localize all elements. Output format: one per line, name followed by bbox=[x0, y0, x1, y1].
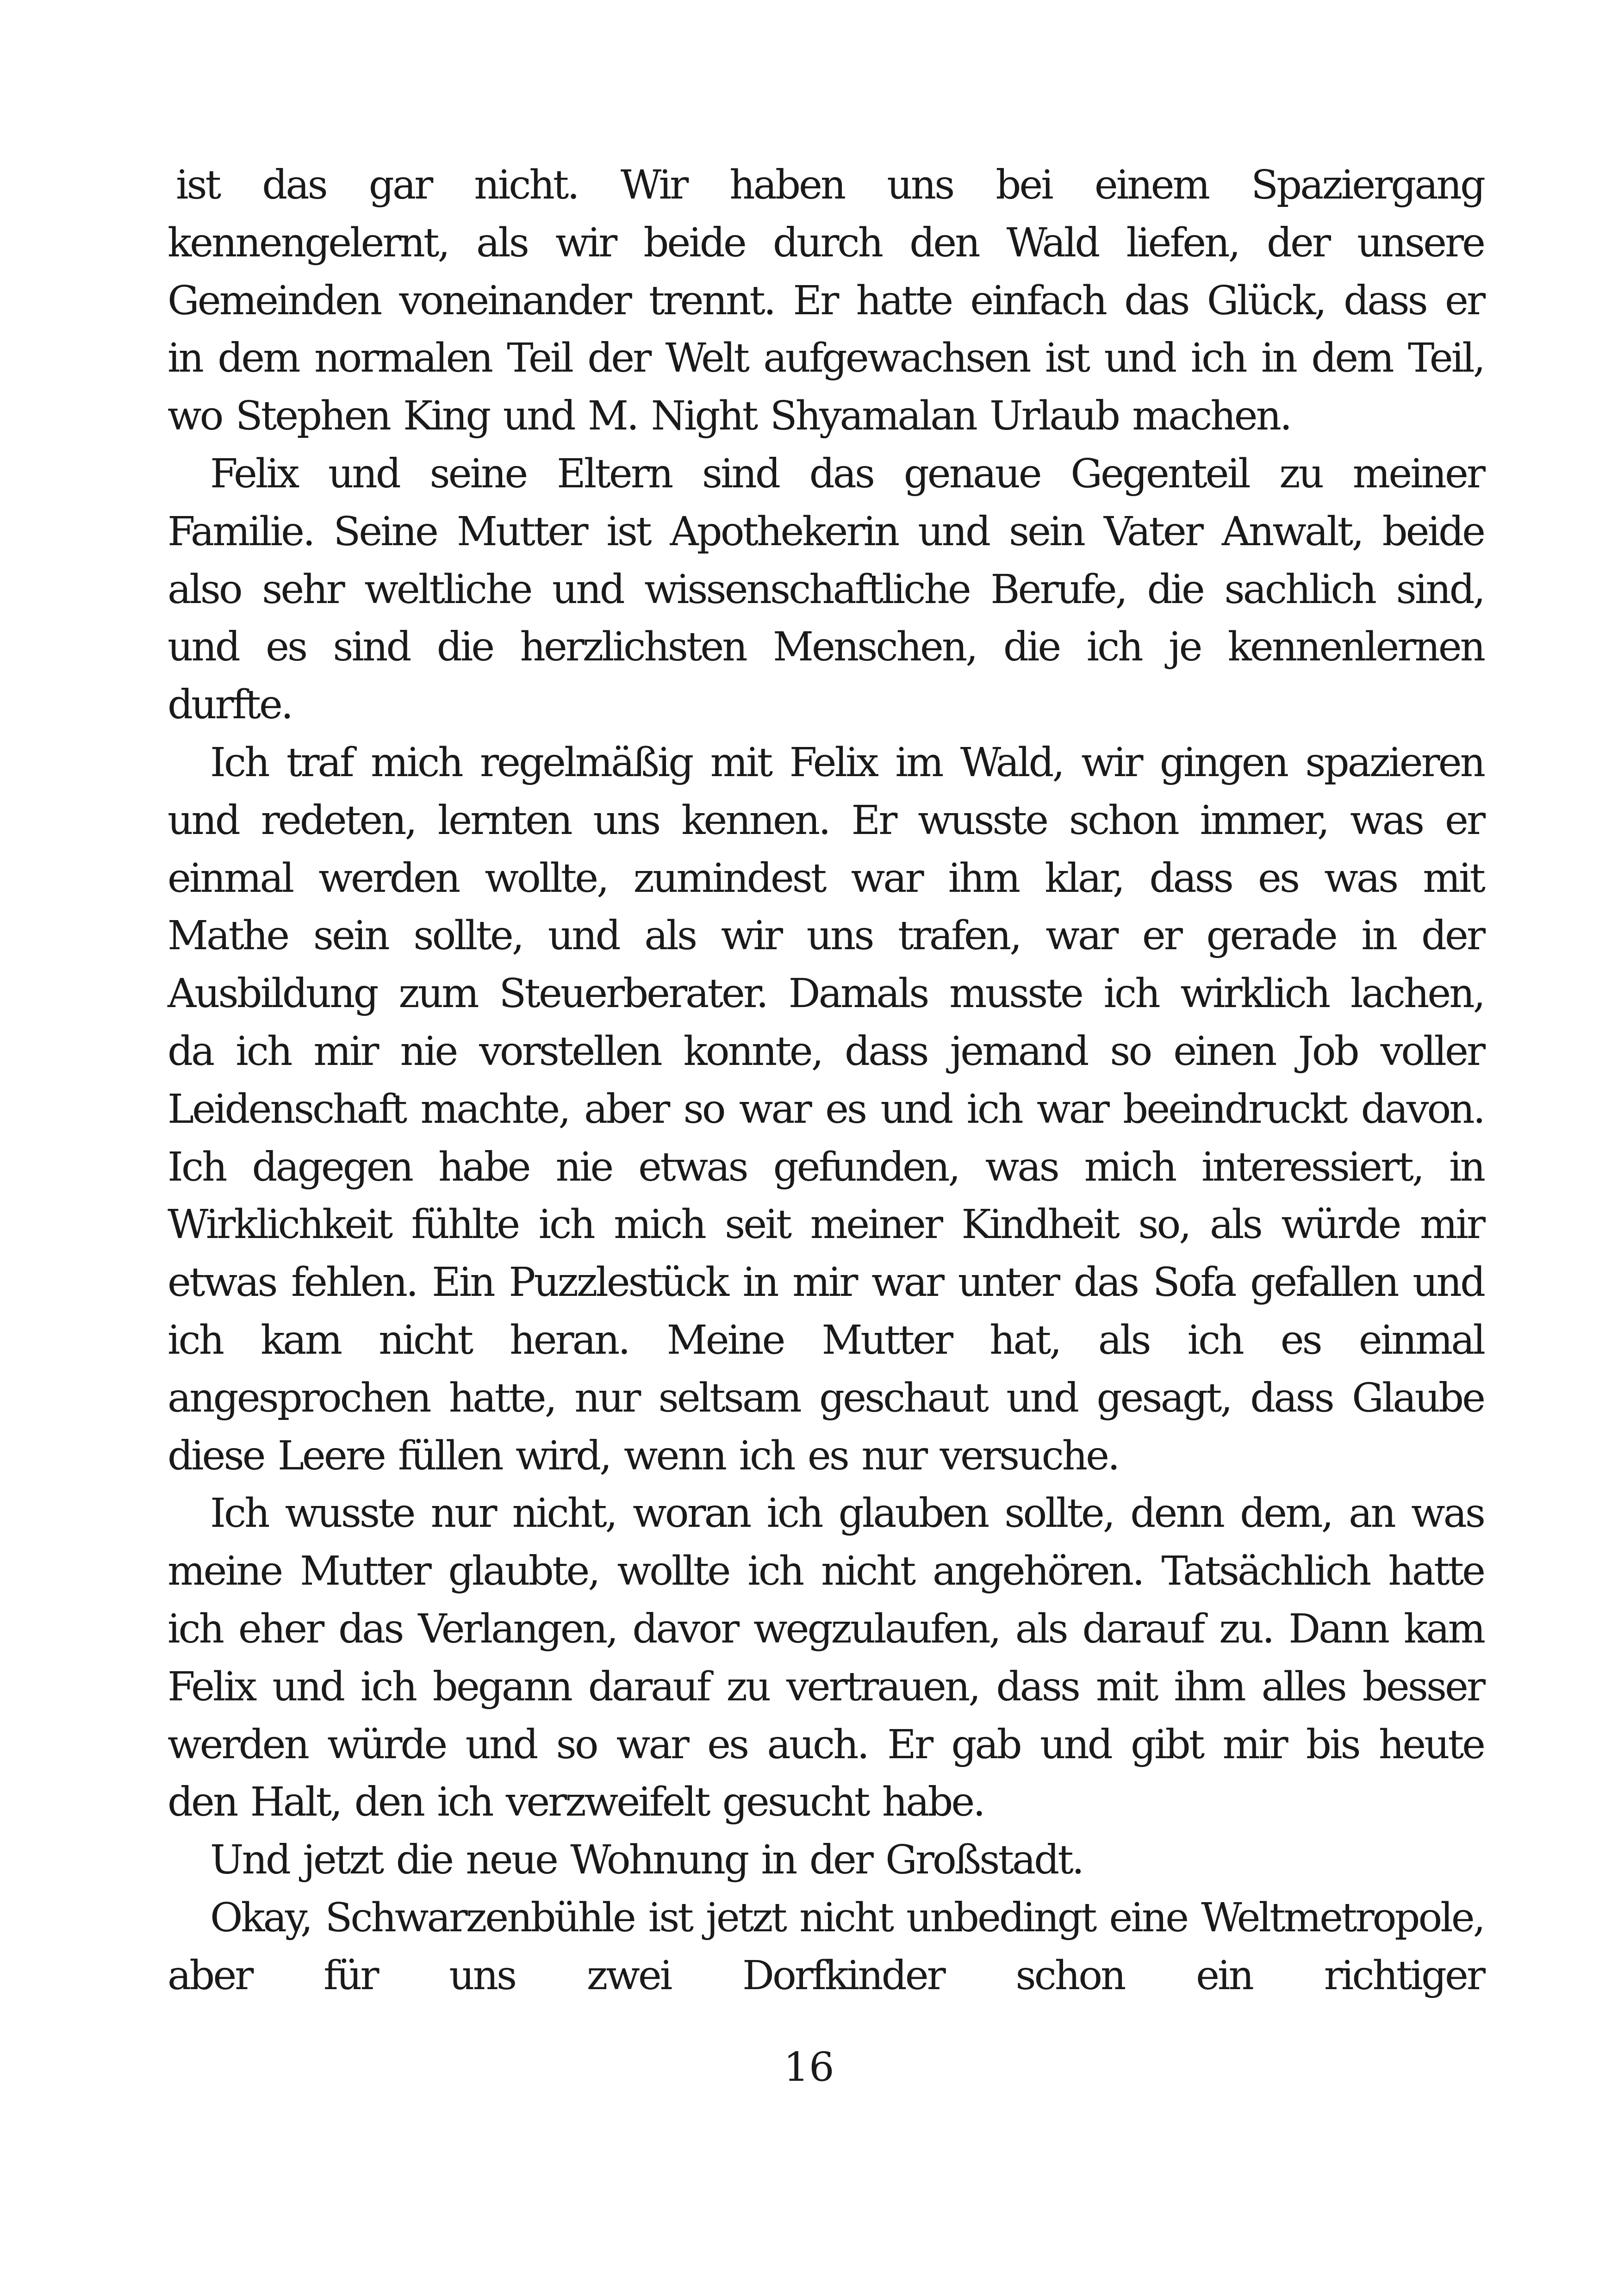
paragraph-2: Felix und seine Eltern sind das genaue Gegenteil zu meiner Familie. Seine Mutter ist Apothekerin und sein Vater Anwalt, beide also sehr weltliche und wissenschaftliche Berufe, die sachlich sind, und es sind die herzlichsten Menschen, die ich je kennenlernen durfte. bbox=[168, 450, 1484, 728]
body-text bbox=[168, 156, 1484, 2005]
paragraph-3: Ich traf mich regelmäßig mit Felix im Wald, wir gingen spazieren und redeten, lernten uns kennen. Er wusste schon immer, was er einmal werden wollte, zumindest war ihm klar, dass es was mit Mathe sein sollte, und als wir uns trafen, war er gerade in der Ausbildung zum Steuerberater. Damals musste ich wirklich lachen, da ich mir nie vorstellen konnte, dass jemand so einen Job voller Leidenschaft machte, aber so war es und ich war beeindruckt davon. Ich dagegen habe nie etwas gefunden, was mich interessiert, in Wirklichkeit fühlte ich mich seit meiner Kindheit so, als würde mir etwas fehlen. Ein Puzzlestück in mir war unter das Sofa gefallen und ich kam nicht heran. Meine Mutter hat, als ich es einmal angesprochen hatte, nur seltsam geschaut und gesagt, dass Glaube diese Leere füllen wird, wenn ich es nur versuche. bbox=[168, 739, 1484, 1479]
paragraph-4: Ich wusste nur nicht, woran ich glauben sollte, denn dem, an was meine Mutter glaubte, wollte ich nicht angehören. Tatsächlich hatte ich eher das Verlangen, davor wegzulaufen, als darauf zu. Dann kam Felix und ich begann darauf zu vertrauen, dass mit ihm alles besser werden würde und so war es auch. Er gab und gibt mir bis heute den Halt, den ich verzweifelt gesucht habe. bbox=[168, 1490, 1484, 1826]
paragraph-6: Okay, Schwarzenbühle ist jetzt nicht unbedingt eine Weltmetropole, aber für uns zwei Dorfkinder schon ein richtiger bbox=[168, 1894, 1484, 1999]
page-number: 16 bbox=[784, 2044, 834, 2091]
paragraph-1: ist das gar nicht. Wir haben uns bei einem Spaziergang kennengelernt, als wir beide durch den Wald liefen, der unsere Gemeinden voneinander trennt. Er hatte einfach das Glück, dass er in dem normalen Teil der Welt aufgewachsen ist und ich in dem Teil, wo Stephen King und M. Night Shyamalan Urlaub machen. bbox=[168, 162, 1484, 440]
paragraph-5: Und jetzt die neue Wohnung in der Großstadt. bbox=[210, 1837, 1083, 1884]
